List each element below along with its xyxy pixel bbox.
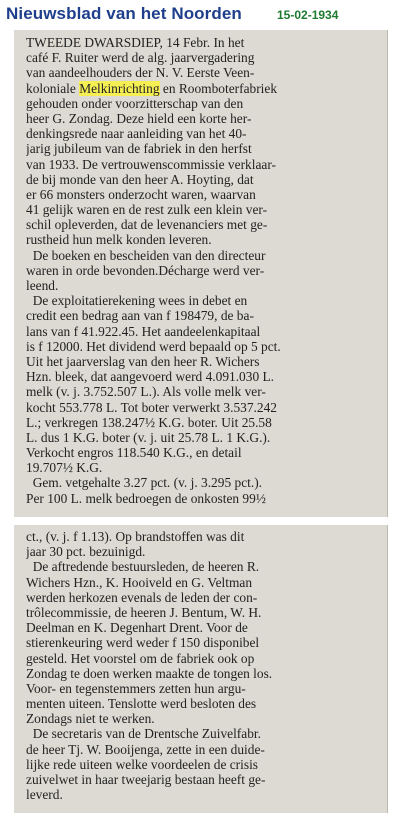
page-header (0, 0, 400, 30)
column-rule (387, 30, 388, 519)
article-line: denkingsrede naar aanleiding van het 40- (26, 126, 247, 142)
article-line: trôlecommissie, de heeren J. Bentum, W. H. (26, 604, 262, 620)
article-line: Deelman en K. Degenhart Drent. Voor de (26, 620, 248, 636)
article-line: 41 gelijk waren en de rest zulk een klein ver- (26, 202, 268, 218)
article-line: De exploitatierekening wees in debet en (26, 293, 248, 309)
article-line: van aandeelhouders der N. V. Eerste Veen- (26, 65, 255, 81)
article-line: ct., (v. j. f 1.13). Op brandstoffen was dit (26, 529, 245, 544)
article-line: Voor- en tegenstemmers zetten hun argu- (26, 680, 246, 696)
article-line: er 66 monsters onderzocht waren, waarvan (26, 186, 256, 202)
article-line: credit een bedrag aan van f 198479, de ba- (26, 308, 254, 324)
article-text-part-2 (26, 529, 382, 802)
article-line: heer G. Zondag. Deze hield een korte her- (26, 110, 252, 126)
article-line: L. dus 1 K.G. boter (v. j. uit 25.78 L. 1 K.G.). (26, 429, 271, 445)
article-clipping-part-1 (14, 30, 388, 519)
column-rule (387, 525, 388, 813)
article-line: menten uiteen. Tenslotte werd besloten des (26, 696, 257, 712)
article-line: van 1933. De vertrouwenscommissie verklaar- (26, 156, 276, 172)
article-line: rustheid hun melk konden leveren. (26, 232, 212, 248)
article-line: Zondags niet te werken. (26, 711, 155, 727)
article-line: zuivelwet in haar tweejarig bestaan heeft ge- (26, 772, 266, 787)
article-line: De aftredende bestuursleden, de heeren R. (26, 559, 260, 575)
article-line: Verkocht engros 118.540 K.G., en detail (26, 445, 242, 461)
article-line: Gem. vetgehalte 3.27 pct. (v. j. 3.295 pct.). (26, 475, 263, 491)
article-line: gehouden onder voorzitterschap van den (26, 95, 244, 111)
article-line: De secretaris van de Drentsche Zuivelfabr. (26, 726, 261, 742)
publication-date: 15-02-1934 (277, 8, 339, 22)
article-line: schil opleverden, dat de levenanciers met ge- (26, 217, 268, 233)
search-highlight: Melkinrichting (79, 80, 160, 96)
article-line: koloniale Melkinrichting en Roomboterfabriek (26, 80, 278, 96)
newspaper-title: Nieuwsblad van het Noorden (6, 4, 242, 23)
article-line: Wichers Hzn., K. Hooiveld en G. Veltman (26, 574, 253, 590)
article-line: de heer Tj. W. Booijenga, zette in een duide- (26, 741, 265, 757)
article-line: Zondag te doen werken maakte de tongen los. (26, 665, 273, 681)
article-line: De boeken en bescheiden van den directeur (26, 247, 266, 263)
article-text-part-1 (26, 35, 382, 506)
article-line: jaar 30 pct. bezuinigd. (26, 544, 146, 560)
article-line: stierenkeuring werd weder f 150 disponibel (26, 635, 260, 651)
article-line: leverd. (26, 787, 63, 803)
article-line: L.; verkregen 138.247½ K.G. boter. Uit 25.58 (26, 414, 272, 430)
article-line: leend. (26, 278, 59, 293)
article-line: Uit het jaarverslag van den heer R. Wichers (26, 353, 260, 369)
article-line: Per 100 L. melk bedroegen de onkosten 99½ (26, 490, 266, 506)
article-line: Hzn. bleek, dat aangevoerd werd 4.091.030 L. (26, 369, 275, 385)
article-line: lijke rede uiteen welke voordeelen de crisis (26, 756, 259, 772)
article-line: 19.707½ K.G. (26, 460, 103, 476)
article-clipping-part-2 (14, 525, 388, 813)
article-line: is f 12000. Het dividend werd bepaald op 5 pct. (26, 338, 281, 354)
article-line: jarig jubileum van de fabriek in den herfst (26, 141, 252, 157)
article-line: gesteld. Het voorstel om de fabriek ook op (26, 650, 255, 666)
article-line: lans van f 41.922.45. Het aandeelenkapitaal (26, 323, 261, 339)
article-line: kocht 553.778 L. Tot boter verwerkt 3.537.242 (26, 399, 277, 415)
article-line: de bij monde van den heer A. Hoyting, dat (26, 171, 254, 187)
article-line: werden herkozen evenals de leden der con- (26, 589, 258, 605)
article-line: melk (v. j. 3.752.507 L.). Als volle melk ver- (26, 384, 266, 400)
article-line: TWEEDE DWARSDIEP, 14 Febr. In het (26, 35, 245, 50)
article-line: waren in orde bevonden.Décharge werd ver- (26, 262, 265, 278)
article-line: café F. Ruiter werd de alg. jaarvergadering (26, 50, 255, 66)
